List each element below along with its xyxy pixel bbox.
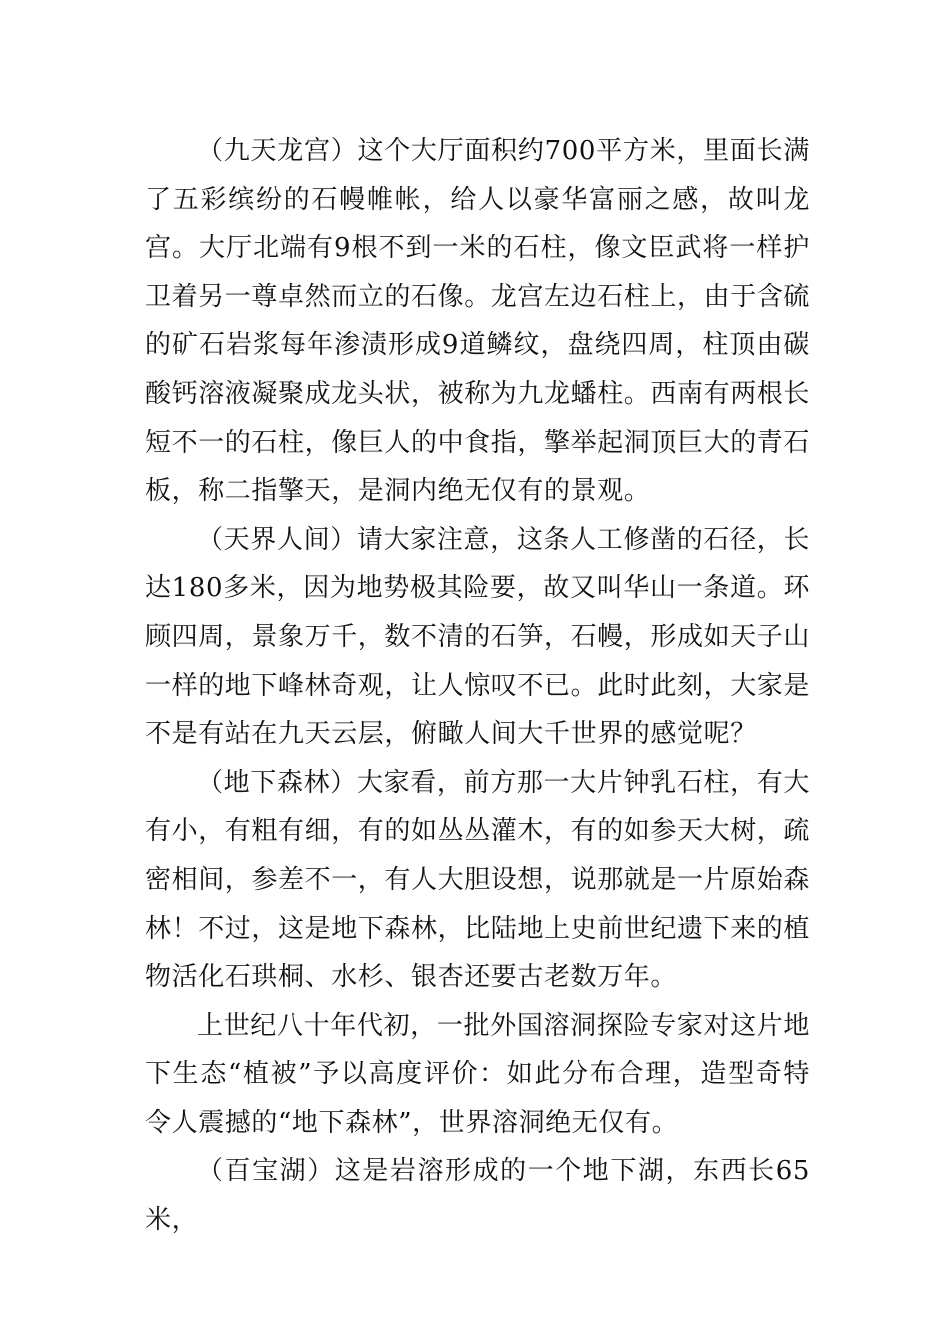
- paragraph-dixia-senlin: （地下森林）大家看，前方那一大片钟乳石柱，有大有小，有粗有细，有的如丛丛灌木，有的如参天大树，疏密相间，参差不一，有人大胆设想，说那就是一片原始森林！不过，这是地下森林，比陆地上史前世纪遗下来的植物活化石珙桐、水杉、银杏还要古老数万年。: [145, 767, 811, 993]
- paragraph-expert-evaluation: 上世纪八十年代初，一批外国溶洞探险专家对这片地下生态“植被”予以高度评价：如此分布合理，造型奇特令人震撼的“地下森林”，世界溶洞绝无仅有。: [145, 1010, 810, 1138]
- paragraph-tianjie-renjian: （天界人间）请大家注意，这条人工修凿的石径，长达180多米，因为地势极其险要，故又叫华山一条道。环顾四周，景象万千，数不清的石笋，石幔，形成如天子山一样的地下峰林奇观，让人惊叹不已。此时此刻，大家是不是有站在九天云层，俯瞰人间大千世界的感觉呢？: [145, 524, 811, 750]
- document-body: [145, 127, 810, 1245]
- paragraph-baibao-hu: （百宝湖）这是岩溶形成的一个地下湖，东西长65米，: [145, 1156, 810, 1236]
- paragraph-jiutian-longgong: （九天龙宫）这个大厅面积约700平方米，里面长满了五彩缤纷的石幔帷帐，给人以豪华富丽之感，故叫龙宫。大厅北端有9根不到一米的石柱，像文臣武将一样护卫着另一尊卓然而立的石像。龙宫左边石柱上，由于含硫的矿石岩浆每年渗渍形成9道鳞纹，盘绕四周，柱顶由碳酸钙溶液凝聚成龙头状，被称为九龙蟠柱。西南有两根长短不一的石柱，像巨人的中食指，擎举起洞顶巨大的青石板，称二指擎天，是洞内绝无仅有的景观。: [145, 136, 811, 507]
